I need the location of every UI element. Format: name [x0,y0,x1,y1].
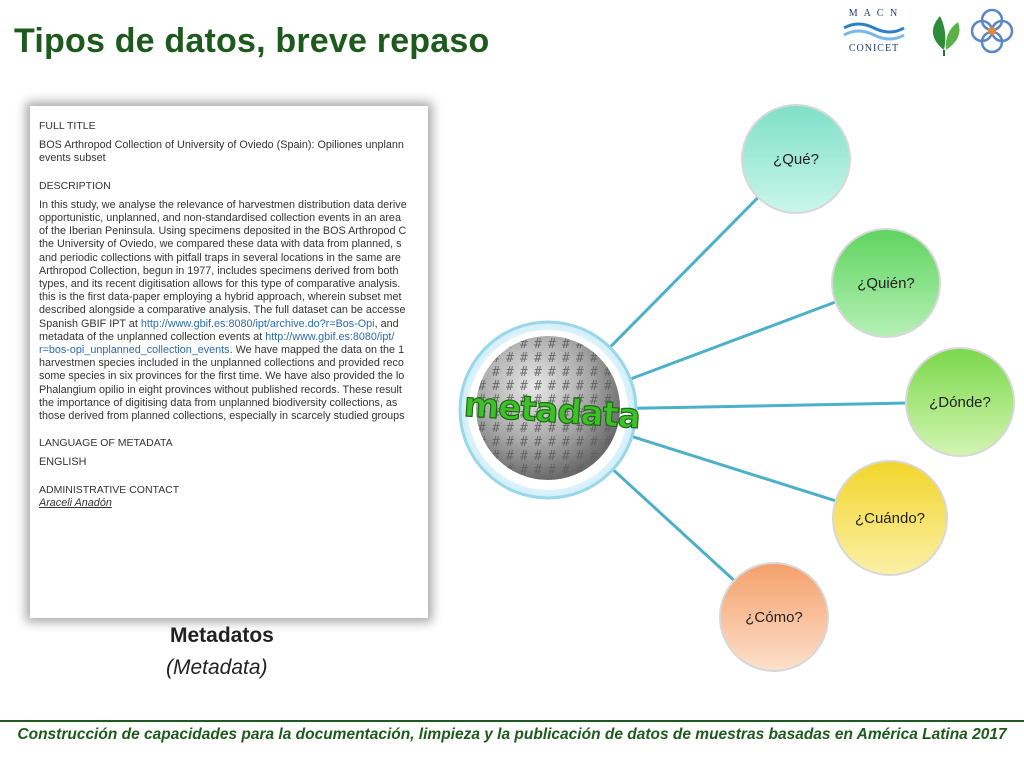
connector-line [632,436,836,500]
description-line: types, and its recent digitisation allows for this type of comparative analysis. [39,278,401,291]
connector-line [636,403,906,408]
ipt-link[interactable]: http://www.gbif.es:8080/ipt/ [265,330,395,343]
connector-line [610,197,758,347]
node-como-label: ¿Cómo? [745,609,803,626]
footer-text: Construcción de capacidades para la documentación, limpieza y la publicación de datos de muestras basadas en América Latina 2017 [17,726,1007,743]
description-line: the University of Oviedo, we compared these data with data from planned, s [39,238,402,251]
description-text: . We have mapped the data on the 1 [229,344,405,357]
full-title-label: FULL TITLE [39,120,96,132]
macn-logo-text: M A C N [848,8,900,19]
node-donde [906,348,1014,456]
description-text: , and [374,317,399,330]
connector-line [630,302,835,379]
full-title-line: events subset [39,152,106,165]
caption-metadata: (Metadata) [166,656,268,679]
description-text: metadata of the unplanned collection events at [39,330,266,343]
description-line: Arthropod Collection, begun in 1977, includes specimens derived from both [39,264,399,277]
slide-title: Tipos de datos, breve repaso [14,22,490,60]
node-que-label: ¿Qué? [773,151,819,168]
description-line: of the Iberian Peninsula. Using specimens deposited in the BOS Arthropod C [39,225,407,238]
description-line: and periodic collections with pitfall traps in several locations in the same are [39,251,401,264]
connector-line [613,469,734,580]
node-quien-label: ¿Quién? [857,275,915,292]
description-line: the importance of digitising data from unplanned biodiversity collections, as [39,396,398,409]
node-que [742,105,850,213]
description-line: described alongside a comparative analysis. The full dataset can be accesse [39,304,406,317]
node-cuando-label: ¿Cuándo? [854,510,926,527]
language-label: LANGUAGE OF METADATA [39,437,173,450]
footer-divider [0,720,1024,722]
conicet-logo-text: CONICET [848,43,900,54]
description-text: Spanish GBIF IPT at [39,317,141,330]
caption-metadatos: Metadatos [170,624,274,647]
description-line: Phalangium opilio in eight provinces without published records. These result [39,383,402,396]
description-label: DESCRIPTION [39,179,111,192]
description-line: this is the first data-paper employing a hybrid approach, wherein subset met [39,291,402,304]
description-line: opportunistic, unplanned, and non-standardised collection events in an area [39,212,401,225]
description-line: some species in six provinces for the first time. We have also provided the lo [39,370,405,383]
diagram-nodes [720,105,1014,671]
contact-link[interactable]: Araceli Anadón [39,496,112,509]
description-line: harvestmen species included in the unplanned collections and provided reco [39,357,404,370]
node-como [720,563,828,671]
node-donde-label: ¿Dónde? [929,394,991,411]
node-quien [832,229,940,337]
unplanned-events-link[interactable]: r=bos-opi_unplanned_collection_events [39,344,230,357]
language-value: ENGLISH [39,456,87,469]
ipt-archive-link[interactable]: http://www.gbif.es:8080/ipt/archive.do?r=Bos-Opi [140,317,375,330]
full-title-line: BOS Arthropod Collection of University of Oviedo (Spain): Opiliones unplann [39,139,404,152]
metadata-center-label: metadata [462,384,642,438]
description-line: those derived from planned collections, especially in scarcely studied groups [39,410,405,423]
contact-label: ADMINISTRATIVE CONTACT [39,483,180,496]
description-line: In this study, we analyse the relevance of harvestmen distribution data derive [39,198,407,211]
node-cuando [833,461,947,575]
